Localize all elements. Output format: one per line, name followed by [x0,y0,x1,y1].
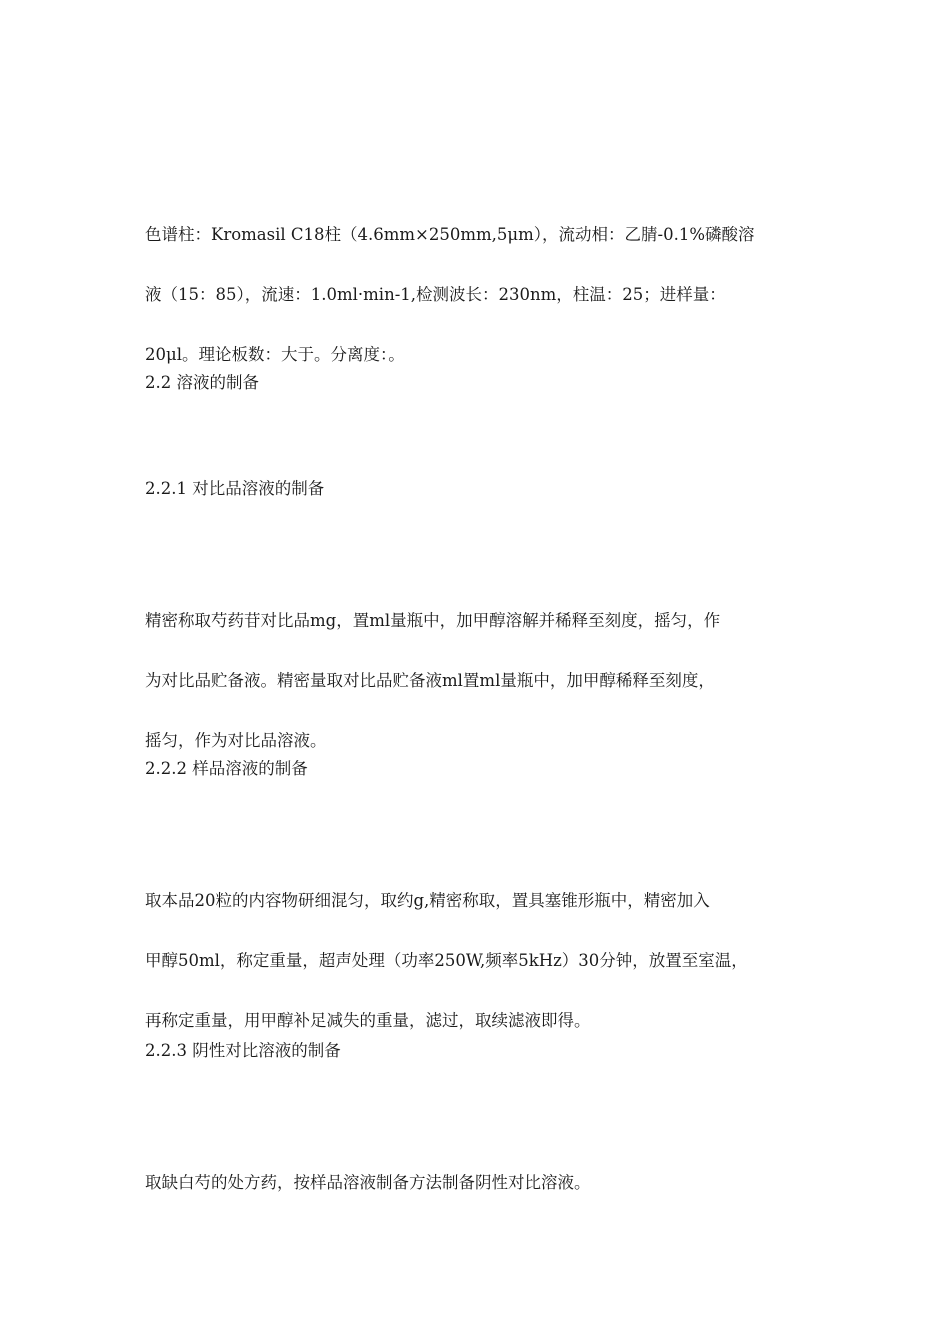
document-page [145,0,810,1344]
section-heading-2-2-1: 2.2.1 对比品溶液的制备 [145,479,325,498]
section-heading-2-2-2: 2.2.2 样品溶液的制备 [145,759,308,778]
text-line: 取缺白芍的处方药，按样品溶液制备方法制备阴性对比溶液。 [145,1173,591,1192]
paragraph-sample-solution [145,856,810,1066]
section-heading-2-2: 2.2 溶液的制备 [145,373,259,392]
text-line: 甲醇50ml，称定重量，超声处理（功率250W,频率5kHz）30分钟，放置至室温， [145,951,748,970]
text-line: 取本品20粒的内容物研细混匀，取约g,精密称取，置具塞锥形瓶中，精密加入 [145,891,710,910]
text-line: 为对比品贮备液。精密量取对比品贮备液ml置ml量瓶中，加甲醇稀释至刻度， [145,671,715,690]
section-heading-2-2-3: 2.2.3 阴性对比溶液的制备 [145,1041,341,1060]
paragraph-negative-control [145,1138,810,1228]
text-line: 摇匀，作为对比品溶液。 [145,731,327,750]
text-line: 色谱柱：Kromasil C18柱（4.6mm×250mm,5μm），流动相：乙腈-0.1%磷酸溶 [145,225,755,244]
text-line: 精密称取芍药苷对比品mg，置ml量瓶中，加甲醇溶解并稀释至刻度，摇匀，作 [145,611,721,630]
text-line: 再称定重量，用甲醇补足减失的重量，滤过，取续滤液即得。 [145,1011,591,1030]
text-line: 液（15：85），流速：1.0ml·min-1,检测波长：230nm，柱温：25；进样量： [145,285,726,304]
text-line: 20μl。理论板数：大于。分离度：。 [145,345,405,364]
